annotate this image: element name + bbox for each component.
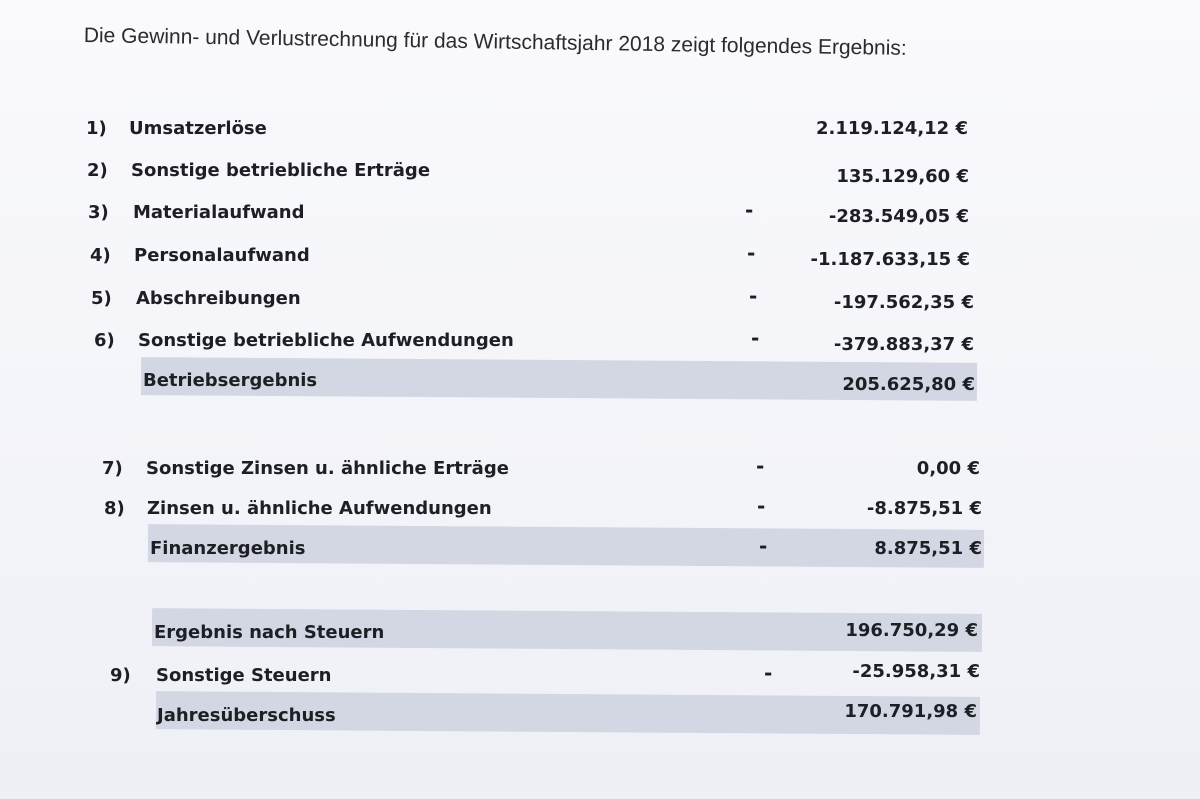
row-value: 205.625,80 €	[842, 374, 975, 395]
row-number: 1)	[86, 118, 107, 139]
row-dash: -	[756, 454, 765, 478]
row-number: 4)	[90, 245, 111, 266]
row-value: 8.875,51 €	[874, 538, 982, 559]
table-row	[0, 110, 1200, 148]
row-value: -8.875,51 €	[866, 498, 982, 519]
row-value: 135.129,60 €	[836, 166, 969, 187]
table-row	[0, 450, 1200, 488]
row-label: Finanzergebnis	[150, 538, 306, 559]
row-label: Materialaufwand	[133, 202, 305, 223]
row-value: -197.562,35 €	[833, 292, 974, 313]
row-number: 8)	[104, 498, 125, 519]
row-number: 9)	[110, 665, 131, 686]
row-dash: -	[757, 494, 766, 518]
row-number: 6)	[94, 330, 115, 351]
table-row-subtotal	[0, 697, 1200, 735]
row-number: 3)	[88, 202, 109, 223]
row-value: -25.958,31 €	[852, 661, 980, 682]
row-dash: -	[751, 326, 760, 350]
row-value: 170.791,98 €	[844, 701, 977, 722]
row-value: 0,00 €	[916, 458, 980, 479]
page-heading: Die Gewinn- und Verlustrechnung für das Wirtschaftsjahr 2018 zeigt folgendes Ergebnis:	[83, 24, 907, 60]
table-row	[0, 152, 1200, 190]
table-row	[0, 322, 1200, 360]
row-value: 2.119.124,12 €	[815, 118, 968, 139]
row-dash: -	[747, 241, 756, 265]
row-number: 5)	[91, 288, 112, 309]
row-dash: -	[764, 661, 773, 685]
row-label: Sonstige betriebliche Erträge	[131, 160, 431, 181]
row-dash: -	[749, 284, 758, 308]
table-row-subtotal	[0, 362, 1200, 400]
row-value: 196.750,29 €	[845, 620, 978, 641]
row-label: Abschreibungen	[136, 288, 301, 309]
row-label: Jahresüberschuss	[157, 705, 336, 726]
row-value: -379.883,37 €	[833, 334, 974, 355]
row-label: Zinsen u. ähnliche Aufwendungen	[147, 498, 492, 519]
row-label: Personalaufwand	[134, 245, 310, 266]
row-label: Betriebsergebnis	[143, 370, 318, 391]
row-label: Ergebnis nach Steuern	[154, 622, 385, 643]
table-row	[0, 657, 1200, 695]
table-row	[0, 194, 1200, 232]
table-row	[0, 280, 1200, 318]
row-dash: -	[745, 198, 754, 222]
row-dash: -	[759, 534, 768, 558]
table-row-subtotal	[0, 614, 1200, 652]
table-row	[0, 237, 1200, 275]
row-label: Sonstige Steuern	[156, 665, 332, 686]
table-row-subtotal	[0, 530, 1200, 568]
row-value: -1.187.633,15 €	[810, 249, 970, 270]
row-label: Sonstige Zinsen u. ähnliche Erträge	[146, 458, 509, 479]
row-label: Sonstige betriebliche Aufwendungen	[138, 330, 514, 351]
row-number: 7)	[102, 458, 123, 479]
row-label: Umsatzerlöse	[129, 118, 267, 139]
row-value: -283.549,05 €	[828, 206, 969, 227]
table-row	[0, 490, 1200, 528]
row-number: 2)	[87, 160, 108, 181]
